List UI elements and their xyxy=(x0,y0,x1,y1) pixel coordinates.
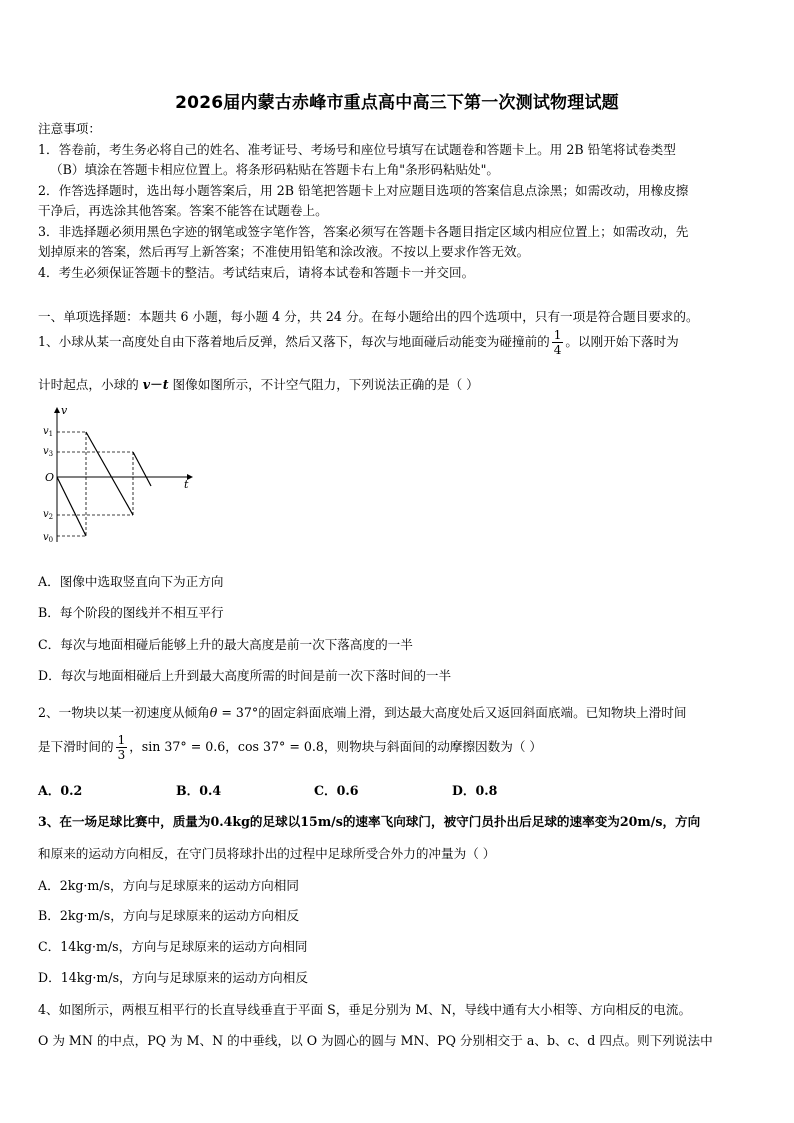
page-title: 2026届内蒙古赤峰市重点高中高三下第一次测试物理试题 xyxy=(175,93,619,113)
segment-bounce-1 xyxy=(86,432,133,515)
q4-stem-line1: 4、如图所示，两根互相平行的长直导线垂直于平面 S，垂足分别为 M、N，导线中通有大小相等、方向相反的电流。 xyxy=(38,1002,692,1017)
q2-option-a: A．0.2 xyxy=(38,783,83,798)
q1-option-a: A．图像中选取竖直向下为正方向 xyxy=(38,574,224,589)
v2-label: $v_2$ xyxy=(43,509,54,521)
q2-fraction: $\frac{1}{3}$ xyxy=(117,733,126,762)
notice-line: 1．答卷前，考生务必将自己的姓名、准考证号、考场号和座位号填写在试题卷和答题卡上。用 2B 铅笔将试卷类型 xyxy=(38,141,676,157)
v0-label: $v_0$ xyxy=(43,532,54,544)
q2-option-d: D．0.8 xyxy=(452,783,498,798)
notice-block xyxy=(38,119,760,283)
q4-stem-line2: O 为 MN 的中点，PQ 为 M、N 的中垂线，以 O 为圆心的圆与 MN、PQ 分别相交于 a、b、c、d 四点。则下列说法中 xyxy=(38,1033,713,1048)
notice-line: 干净后，再选涂其他答案。答案不能答在试题卷上。 xyxy=(38,203,328,218)
t-axis-label: t xyxy=(184,478,189,491)
q1-vt-graph xyxy=(40,400,210,550)
q3-option-a: A．2kg·m/s，方向与足球原来的运动方向相同 xyxy=(38,878,299,893)
q2-option-b: B．0.4 xyxy=(176,783,222,798)
q2-options xyxy=(38,780,590,799)
q2-option-c: C．0.6 xyxy=(314,783,359,798)
q3-option-c: C．14kg·m/s，方向与足球原来的运动方向相同 xyxy=(38,939,308,954)
q2-stem-line1: 2、一物块以某一初速度从倾角θ = 37°的固定斜面底端上滑，到达最大高度处后又返回斜面底端。已知物块上滑时间 xyxy=(38,705,687,720)
notice-line: 2．作答选择题时，选出每小题答案后，用 2B 铅笔把答题卡上对应题目选项的答案信息点涂黑；如需改动，用橡皮擦 xyxy=(38,182,689,198)
q2-stem-line2: 是下滑时间的 $\frac{1}{3}$ ，sin 37° = 0.6，cos 37° = 0.8，则物块与斜面间的动摩擦因数为（ ） xyxy=(38,733,543,762)
notice-line: 划掉原来的答案，然后再写上新答案；不准使用铅笔和涂改液。不按以上要求作答无效。 xyxy=(38,244,530,259)
segment-fall-1 xyxy=(57,477,86,536)
q3-stem-line1: 3、在一场足球比赛中，质量为0.4kg的足球以15m/s的速率飞向球门，被守门员扑出后足球的速率变为20m/s，方向 xyxy=(38,814,701,829)
notice-line: （B）填涂在答题卡相应位置上。将条形码粘贴在答题卡右上角"条形码粘贴处"。 xyxy=(50,162,500,177)
q1-option-c: C．每次与地面相碰后能够上升的最大高度是前一次下落高度的一半 xyxy=(38,637,413,652)
q1-option-b: B．每个阶段的图线并不相互平行 xyxy=(38,605,224,620)
v-axis-label: v xyxy=(61,404,68,417)
q1-stem-line2: 计时起点，小球的 v－t 图像如图所示，不计空气阻力，下列说法正确的是（ ） xyxy=(38,377,479,392)
notice-line: 4．考生必须保证答题卡的整洁。考试结束后，请将本试卷和答题卡一并交回。 xyxy=(38,264,475,280)
q1-fraction: $\frac{1}{4}$ xyxy=(553,328,562,357)
notice-heading: 注意事项： xyxy=(38,121,101,136)
v1-label: $v_1$ xyxy=(43,426,54,438)
notice-line: 3．非选择题必须用黑色字迹的钢笔或签字笔作答，答案必须写在答题卡各题目指定区域内相应位置上；如需改动，先 xyxy=(38,223,689,239)
q1-option-d: D．每次与地面相碰后上升到最大高度所需的时间是前一次下落时间的一半 xyxy=(38,668,452,683)
q1-stem-line1 xyxy=(38,328,762,357)
segment-bounce-2 xyxy=(133,452,151,486)
section-heading: 一、单项选择题：本题共 6 小题，每小题 4 分，共 24 分。在每小题给出的四个选项中，只有一项是符合题目要求的。 xyxy=(38,309,699,324)
q3-stem-line2: 和原来的运动方向相反，在守门员将球扑出的过程中足球所受合外力的冲量为（ ） xyxy=(38,846,496,861)
origin-label: O xyxy=(45,471,55,484)
v3-label: $v_3$ xyxy=(43,446,54,458)
q1-stem-a: 1、小球从某一高度处自由下落着地后反弹，然后又落下，每次与地面碰后动能变为碰撞前的 xyxy=(38,334,550,349)
q3-option-b: B．2kg·m/s，方向与足球原来的运动方向相反 xyxy=(38,908,300,923)
q3-option-d: D．14kg·m/s，方向与足球原来的运动方向相反 xyxy=(38,970,308,985)
q1-stem-b: 。以刚开始下落时为 xyxy=(565,334,679,349)
